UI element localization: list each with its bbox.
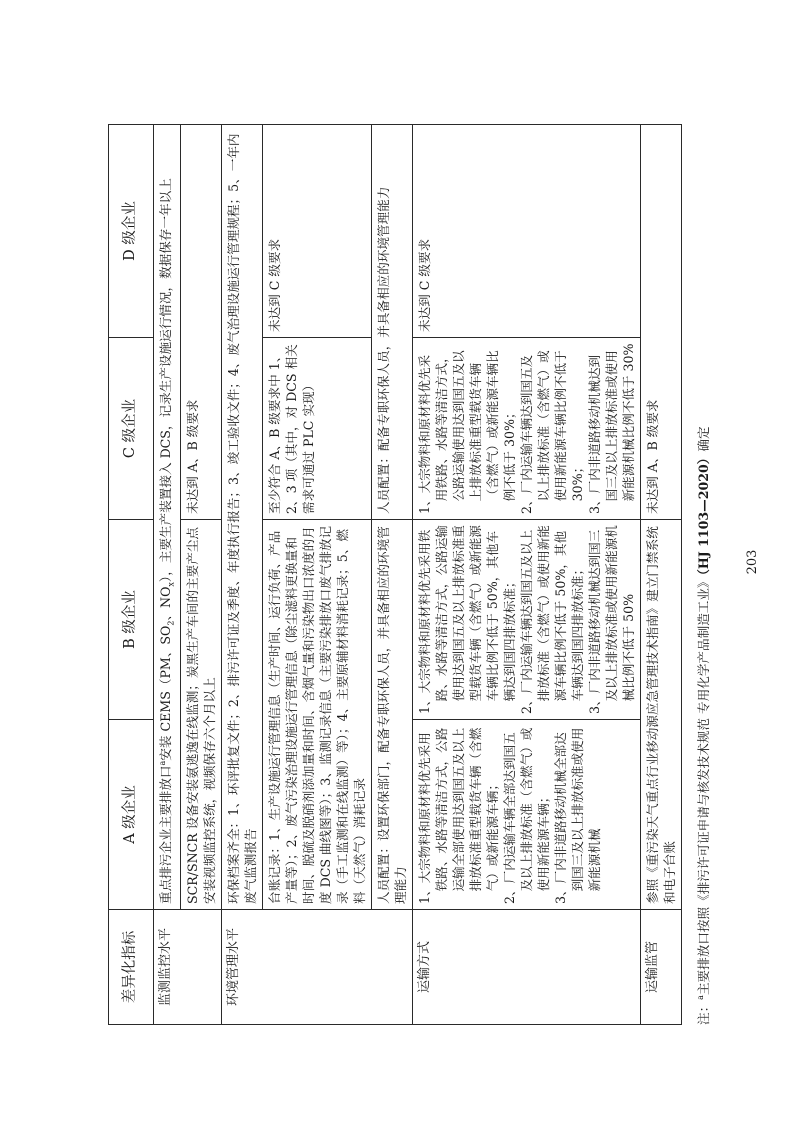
header-grade-c: C 级企业: [109, 338, 154, 520]
transport-a-item: 1、大宗物料和原材料优先采用铁路、水路等清洁方式，公路运输全部使用达到国五及以上排放标准重型载货车辆（含燃气）或新能源车辆；: [417, 727, 501, 904]
header-grade-b: B 级企业: [109, 520, 154, 720]
env-staff-ab: 人员配置：设置环保部门，配备专职环保人员，并具备相应的环境管理能力: [372, 520, 413, 910]
differentiation-table: [108, 124, 682, 1025]
footnote: [693, 125, 712, 1025]
metric-transport: 运输方式: [413, 910, 641, 1025]
env-staff-cd: 人员配置：配备专职环保人员，并具备相应的环境管理能力: [372, 125, 413, 520]
monitor-scr-text: SCR/SNCR 设备安装氨逃逸在线监测；炭黑生产车间的主要产尘点安装视频监控系统，视频保存六个月以上: [181, 520, 222, 910]
monitor-cems-text: [154, 125, 181, 910]
transport-grade-a: [413, 720, 641, 910]
supervision-row: [641, 125, 682, 1025]
monitor-cems-post: ），主要生产装置接入 DCS，记录生产设施运行情况，数据保存一年以上: [158, 178, 173, 583]
env-ledger-grade-c: 至少符合 A、B 级要求中 1、2、3 项（其中，对 DCS 相关需求可通过 PLC 实现）: [263, 338, 372, 520]
supervision-ab: 参照《重污染天气重点行业移动源应急管理技术指南》建立门禁系统和电子台账: [641, 520, 682, 910]
monitor-cems-sub2: x: [166, 582, 176, 587]
transport-grade-b: [413, 520, 641, 720]
header-grade-a: A 级企业: [109, 720, 154, 910]
monitor-cems-mid1: 安装 CEMS（PM、SO: [158, 625, 173, 761]
transport-a-item: 2、厂内运输车辆全部达到国五及以上排放标准（含燃气）或使用新能源车辆；: [502, 727, 552, 904]
page-number: 203: [745, 549, 760, 575]
monitor-grade-c: 未达到 A、B 级要求: [181, 125, 222, 520]
monitor-cems-sup: a: [157, 760, 167, 766]
transport-grade-c: [413, 338, 641, 520]
header-row: [109, 125, 154, 1025]
env-row-2: [263, 125, 372, 1025]
metric-monitoring: 监测监控水平: [154, 910, 222, 1025]
transport-a-item: 3、厂内非道路移动机械全部达到国三及以上排放标准或使用新能源机械: [553, 727, 603, 904]
footnote-sup: a: [695, 995, 705, 1000]
header-grade-d: D 级企业: [109, 125, 154, 338]
transport-row: [413, 125, 641, 1025]
transport-b-item: 3、厂内非道路移动机械达到国三及以上排放标准或使用新能源机械比例不低于 50%: [587, 525, 637, 714]
monitor-row-1: [154, 125, 181, 1025]
footnote-text: 主要排放口按照《排污许可证申请与核发技术规范 专用化学产品制造工业》: [696, 575, 711, 996]
footnote-standard: （HJ 1103—2020）: [696, 451, 711, 576]
footnote-end: 确定: [696, 426, 711, 452]
footnote-prefix: 注：: [696, 999, 711, 1025]
monitor-row-2: [181, 125, 222, 1025]
transport-b-item: 1、大宗物料和原材料优先采用铁路、水路等清洁方式，公路运输使用达到国五及以上排放标准重型载货车辆（含燃气）或新能源车辆比例不低于 50%，其他车辆达到国四排放标准；: [417, 525, 518, 714]
transport-grade-d: 未达到 C 级要求: [413, 125, 641, 338]
env-row-1: [222, 125, 263, 1025]
transport-b-item: 2、厂内运输车辆达到国五及以上排放标准（含燃气）或使用新能源车辆比例不低于 50%，其他车辆达到国四排放标准；: [519, 525, 586, 714]
monitor-cems-pre: 重点排污企业主要排放口: [158, 765, 173, 904]
env-row-3: [372, 125, 413, 1025]
env-archives: 环保档案齐全：1、环评批复文件；2、排污许可证及季度、年度执行报告；3、竣工验收文件；4、废气治理设施运行管理规程；5、一年内废气监测报告: [222, 125, 263, 910]
transport-c-item: 1、大宗物料和原材料优先采用铁路、水路等清洁方式，公路运输使用达到国五及以上排放标准重型载货车辆（含燃气）或新能源车辆比例不低于 30%；: [417, 350, 518, 514]
metric-supervision: 运输监管: [641, 910, 682, 1025]
transport-c-item: 2、厂内运输车辆达到国五及以上排放标准（含燃气）或使用新能源车辆比例不低于 30%；: [519, 350, 586, 514]
transport-c-item: 3、厂内非道路移动机械达到国三及以上排放标准或使用新能源机械比例不低于 30%: [587, 343, 637, 514]
monitor-cems-mid2: 、NO: [158, 586, 173, 621]
metric-environment: 环境管理水平: [222, 910, 413, 1025]
env-ledger-grade-d: 未达到 C 级要求: [263, 125, 372, 338]
supervision-cd: 未达到 A、B 级要求: [641, 125, 682, 520]
monitor-cems-sub1: 2: [166, 620, 176, 626]
header-metric: 差异化指标: [109, 910, 154, 1025]
env-ledger: 台账记录：1、生产设施运行管理信息（生产时间、运行负荷、产品产量等）；2、废气污染治理设施运行管理信息（除尘滤料更换量和时间、脱硫及脱硝剂添加量和时间、含烟气量和污染物出口浓度的月度 DCS 曲线图等）；3、监测记录信息（主要污染排放口废气排放记录（手工监测和在线监测）等）；4、主要原辅材料消耗记录；5、燃料（天然气）消耗记录: [263, 520, 372, 910]
